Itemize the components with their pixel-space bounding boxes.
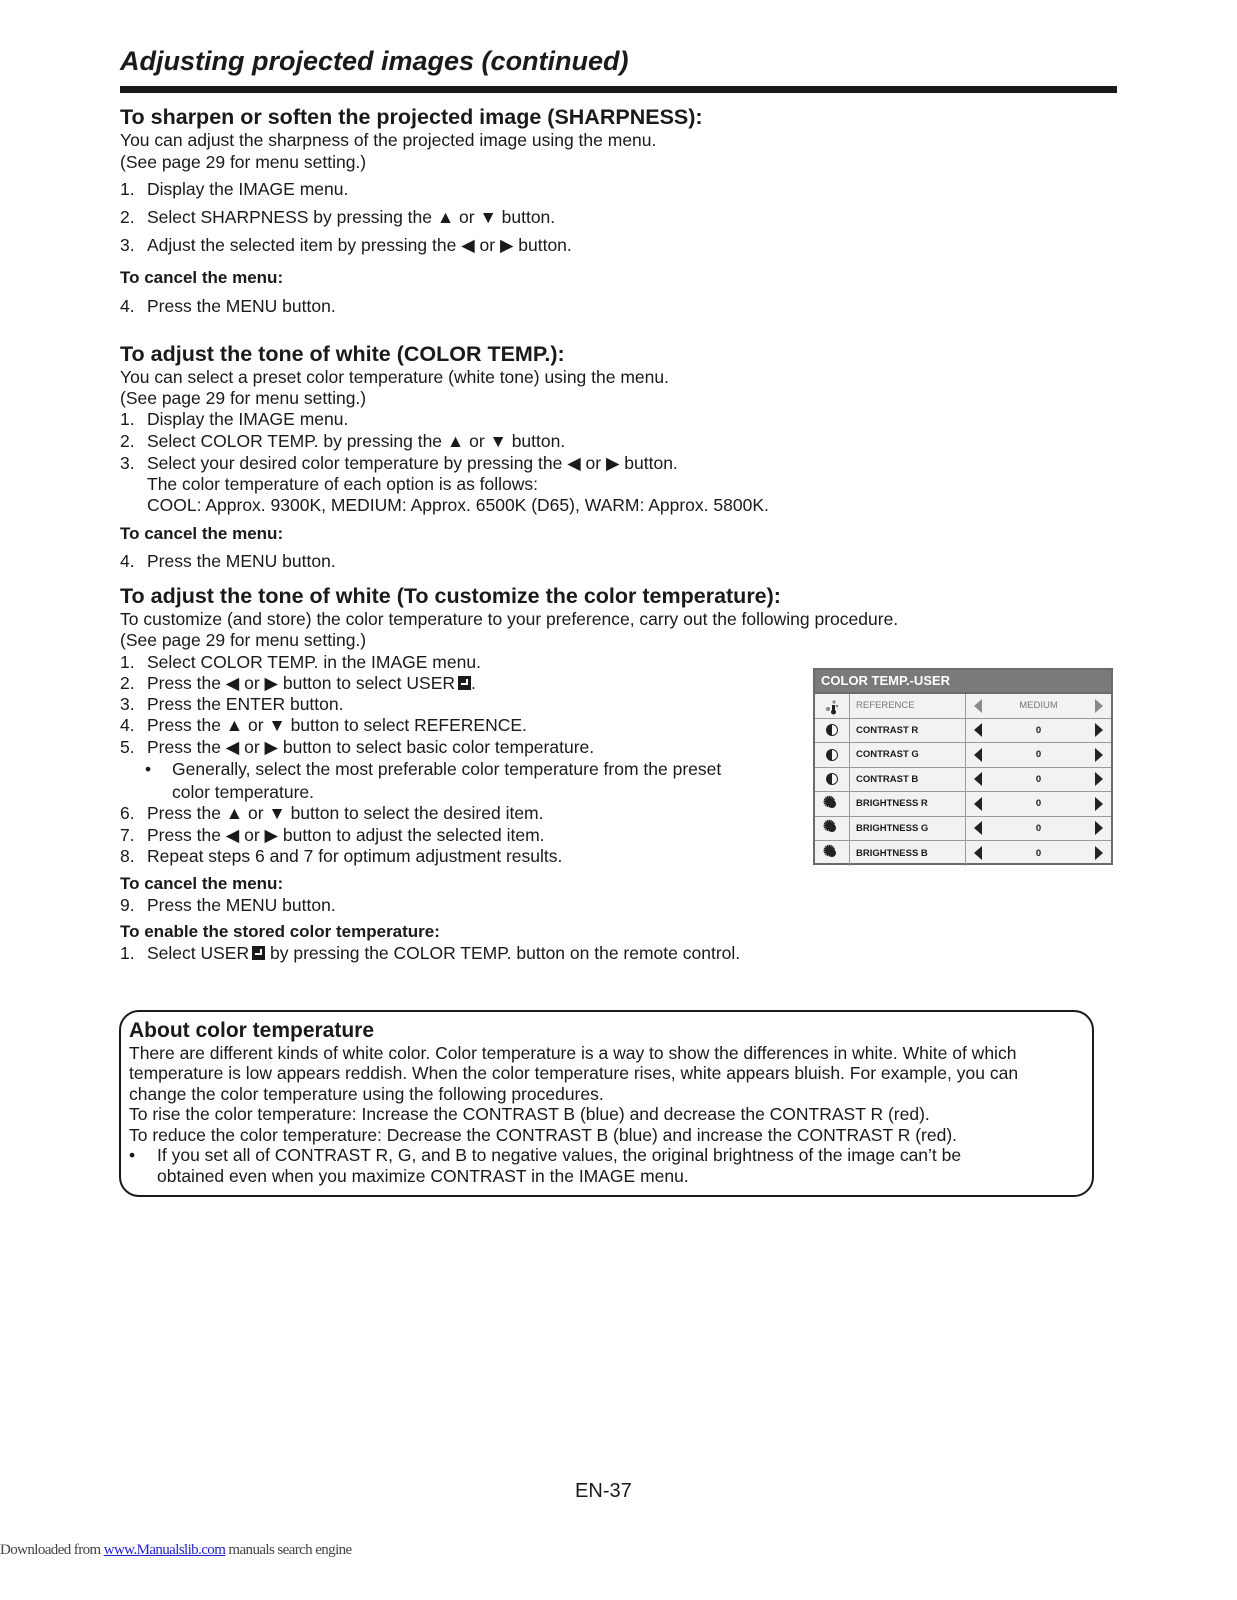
- right-arrow-icon: [1095, 797, 1103, 811]
- osd-row-reference: REFERENCE MEDIUM: [815, 694, 1111, 719]
- about-line-1: There are different kinds of white color. Color temperature is a way to show the differences in white. White of which: [129, 1043, 1017, 1063]
- custom-step-6: 6. Press the ▲ or ▼ button to select the desired item.: [120, 803, 544, 823]
- sharpness-step-2: 2. Select SHARPNESS by pressing the ▲ or ▼ button.: [120, 207, 556, 227]
- right-arrow-icon: [1095, 699, 1103, 713]
- sharpness-step-1: 1. Display the IMAGE menu.: [120, 179, 349, 199]
- contrast-icon: [826, 724, 838, 736]
- contrast-icon: [826, 773, 838, 785]
- color-temp-heading: To adjust the tone of white (COLOR TEMP.):: [120, 342, 565, 366]
- left-arrow-icon: [974, 797, 982, 811]
- manualslib-link[interactable]: www.Manualslib.com: [103, 1542, 226, 1558]
- page-number: EN-37: [575, 1480, 632, 1502]
- about-line-4: To rise the color temperature: Increase the CONTRAST B (blue) and decrease the CONTRAST R (red).: [129, 1104, 930, 1124]
- brightness-icon: [828, 849, 836, 857]
- enter-mark-icon: [458, 676, 471, 690]
- custom-step-2: 2. Press the ◀ or ▶ button to select USER .: [120, 673, 476, 693]
- custom-intro-1: To customize (and store) the color temperature to your preference, carry out the following procedure.: [120, 609, 899, 629]
- color-temp-user-menu: [813, 668, 1113, 865]
- right-arrow-icon: [1095, 723, 1103, 737]
- sharpness-cancel-heading: To cancel the menu:: [120, 268, 284, 287]
- download-footer: Downloaded from www.Manualslib.com manuals search engine: [0, 1542, 352, 1558]
- page-title: Adjusting projected images (continued): [120, 46, 629, 76]
- color-temp-intro-1: You can select a preset color temperature (white tone) using the menu.: [120, 367, 669, 387]
- brightness-icon: [828, 800, 836, 808]
- custom-step-7: 7. Press the ◀ or ▶ button to adjust the selected item.: [120, 825, 545, 845]
- osd-menu-title: COLOR TEMP.-USER: [815, 670, 1111, 694]
- color-temp-intro-2: (See page 29 for menu setting.): [120, 388, 367, 408]
- custom-step-3: 3. Press the ENTER button.: [120, 694, 344, 714]
- about-title: About color temperature: [129, 1019, 375, 1042]
- custom-heading: To adjust the tone of white (To customize the color temperature):: [120, 584, 781, 608]
- osd-row-contrast-b: CONTRAST B 0: [815, 768, 1111, 793]
- enter-mark-icon: [252, 946, 265, 960]
- osd-row-contrast-r: CONTRAST R 0: [815, 719, 1111, 744]
- right-arrow-icon: [1095, 748, 1103, 762]
- left-arrow-icon: [974, 772, 982, 786]
- sharpness-intro-2: (See page 29 for menu setting.): [120, 152, 367, 172]
- color-temp-step-3-line-3: COOL: Approx. 9300K, MEDIUM: Approx. 6500K (D65), WARM: Approx. 5800K.: [147, 495, 769, 515]
- contrast-icon: [826, 749, 838, 761]
- right-arrow-icon: [1095, 846, 1103, 860]
- sharpness-step-3: 3. Adjust the selected item by pressing the ◀ or ▶ button.: [120, 235, 572, 255]
- custom-intro-2: (See page 29 for menu setting.): [120, 630, 367, 650]
- sharpness-cancel-step: 4. Press the MENU button.: [120, 296, 336, 316]
- osd-row-brightness-r: ✺ BRIGHTNESS R 0: [815, 792, 1111, 817]
- color-temp-step-3: 3. Select your desired color temperature by pressing the ◀ or ▶ button.: [120, 453, 678, 473]
- about-bullet-line-1: If you set all of CONTRAST R, G, and B to negative values, the original brightness of the image can’t be: [157, 1145, 962, 1165]
- custom-step-4: 4. Press the ▲ or ▼ button to select REFERENCE.: [120, 715, 527, 735]
- custom-bullet-line-2: color temperature.: [172, 782, 315, 802]
- custom-step-5: 5. Press the ◀ or ▶ button to select basic color temperature.: [120, 737, 595, 757]
- custom-bullet-line-1: Generally, select the most preferable color temperature from the preset: [172, 759, 722, 779]
- right-arrow-icon: [1095, 821, 1103, 835]
- custom-bullet-char: •: [145, 759, 152, 779]
- about-line-3: change the color temperature using the following procedures.: [129, 1084, 604, 1104]
- color-temp-step-3-line-2: The color temperature of each option is as follows:: [147, 474, 539, 494]
- about-bullet-char: •: [129, 1145, 136, 1165]
- left-arrow-icon: [974, 748, 982, 762]
- left-arrow-icon: [974, 699, 982, 713]
- left-arrow-icon: [974, 723, 982, 737]
- custom-enable-heading: To enable the stored color temperature:: [120, 922, 440, 941]
- brightness-icon: [828, 824, 836, 832]
- left-arrow-icon: [974, 821, 982, 835]
- custom-cancel-step: 9. Press the MENU button.: [120, 895, 336, 915]
- left-arrow-icon: [974, 846, 982, 860]
- color-temp-cancel-heading: To cancel the menu:: [120, 524, 284, 543]
- custom-step-8: 8. Repeat steps 6 and 7 for optimum adjustment results.: [120, 846, 563, 866]
- osd-row-brightness-b: ✺ BRIGHTNESS B 0: [815, 841, 1111, 866]
- osd-row-contrast-g: CONTRAST G 0: [815, 743, 1111, 768]
- thermometer-icon: [815, 694, 850, 718]
- about-line-2: temperature is low appears reddish. When the color temperature rises, white appears bluish. For example, you can: [129, 1063, 1019, 1083]
- title-rule: [120, 86, 1117, 93]
- right-arrow-icon: [1095, 772, 1103, 786]
- osd-row-brightness-g: ✺ BRIGHTNESS G 0: [815, 817, 1111, 842]
- sharpness-intro-1: You can adjust the sharpness of the projected image using the menu.: [120, 130, 657, 150]
- color-temp-cancel-step: 4. Press the MENU button.: [120, 551, 336, 571]
- custom-enable-step: 1. Select USER by pressing the COLOR TEMP. button on the remote control.: [120, 943, 741, 963]
- color-temp-step-2: 2. Select COLOR TEMP. by pressing the ▲ or ▼ button.: [120, 431, 566, 451]
- custom-step-1: 1. Select COLOR TEMP. in the IMAGE menu.: [120, 652, 481, 672]
- about-line-5: To reduce the color temperature: Decrease the CONTRAST B (blue) and increase the CONTRAST R (red).: [129, 1125, 958, 1145]
- color-temp-step-1: 1. Display the IMAGE menu.: [120, 409, 349, 429]
- custom-cancel-heading: To cancel the menu:: [120, 874, 284, 893]
- sharpness-heading: To sharpen or soften the projected image (SHARPNESS):: [120, 105, 703, 129]
- about-bullet-line-2: obtained even when you maximize CONTRAST in the IMAGE menu.: [157, 1166, 689, 1186]
